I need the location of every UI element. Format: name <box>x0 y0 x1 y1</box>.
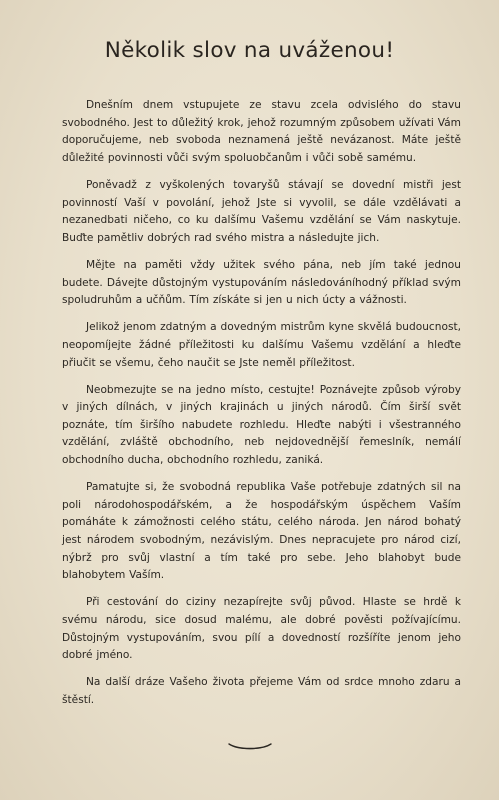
paragraph-1: Dnešním dnem vstupujete ze stavu zcela odvislého do stavu svobodného. Jest to důležitý krok, jehož rozumným způsobem užívati Vám doporučujeme, neb svoboda neznamená ještě nevázanost. Máte ještě důležité povinnosti vůči svým spoluobčanům i vůči sobě samému. <box>62 99 461 164</box>
paragraph-2: Poněvadž z vyškolených tovaryšů stávají se dovední mistři jest povinností Vaší v povolání, jehož Jste si vyvolil, se dále vzdělávati a nezanedbati ničeho, co ku dalšímu Vašemu vzdělání se Vám naskytuje. Buďte pamětliv dobrých rad svého mistra a následujte jich. <box>62 178 461 244</box>
document-title: Několik slov na uváženou! <box>104 38 395 63</box>
paragraph-6: Pamatujte si, že svobodná republika Vaše potřebuje zdatných sil na poli národohospodářském, a že hospodářským úspěchem Vaším pomáháte k zámožnosti celého státu, celého národa. Jen národ bohatý jest národem svobodným, nezávislým. Dnes nepracujete pro národ cizí, nýbrž pro svůj vlastní a tím také pro sebe. Jeho blahobyt bude blahobytem Vaším. <box>62 481 461 582</box>
document-body <box>62 97 461 719</box>
paragraph-5: Neobmezujte se na jedno místo, cestujte! Poznávejte způsob výroby v jiných dílnách, v jiných krajinách u jiných národů. Čím širší svět poznáte, tím širšího nabudete rozhledu. Hleďte nabýti i všestranného vzdělání, zvláště obchodního, neb nejdovednější řemeslník, nemálí obchodního ducha, obchodního rozhledu, zaniká. <box>62 383 461 467</box>
paragraph-3: Mějte na paměti vždy užitek svého pána, neb jím také jednou budete. Dávejte důstojným vystupováním následováníhodný příklad svým spoludruhům a učňům. Tím získáte si jen u nich úcty a vážnosti. <box>62 258 461 307</box>
swash-ornament-icon <box>228 741 272 751</box>
paragraph-8: Na další dráze Vašeho života přejeme Vám od srdce mnoho zdaru a štěstí. <box>62 676 461 706</box>
paragraph-7: Při cestování do ciziny nezapírejte svůj původ. Hlaste se hrdě k svému národu, sice dosud malému, ale dobré pověsti požívajícímu. Důstojným vystupováním, svou pílí a dovedností rozšíříte jenom jeho dobré jméno. <box>62 596 461 662</box>
paragraph-4: Jelikož jenom zdatným a dovedným mistrům kyne skvělá budoucnost, neopomíjejte žádné příležitosti ku dalšímu Vašemu vzdělání a hleďte přiučit se všemu, čeho naučit se Jste neměl příležitost. <box>62 321 461 369</box>
